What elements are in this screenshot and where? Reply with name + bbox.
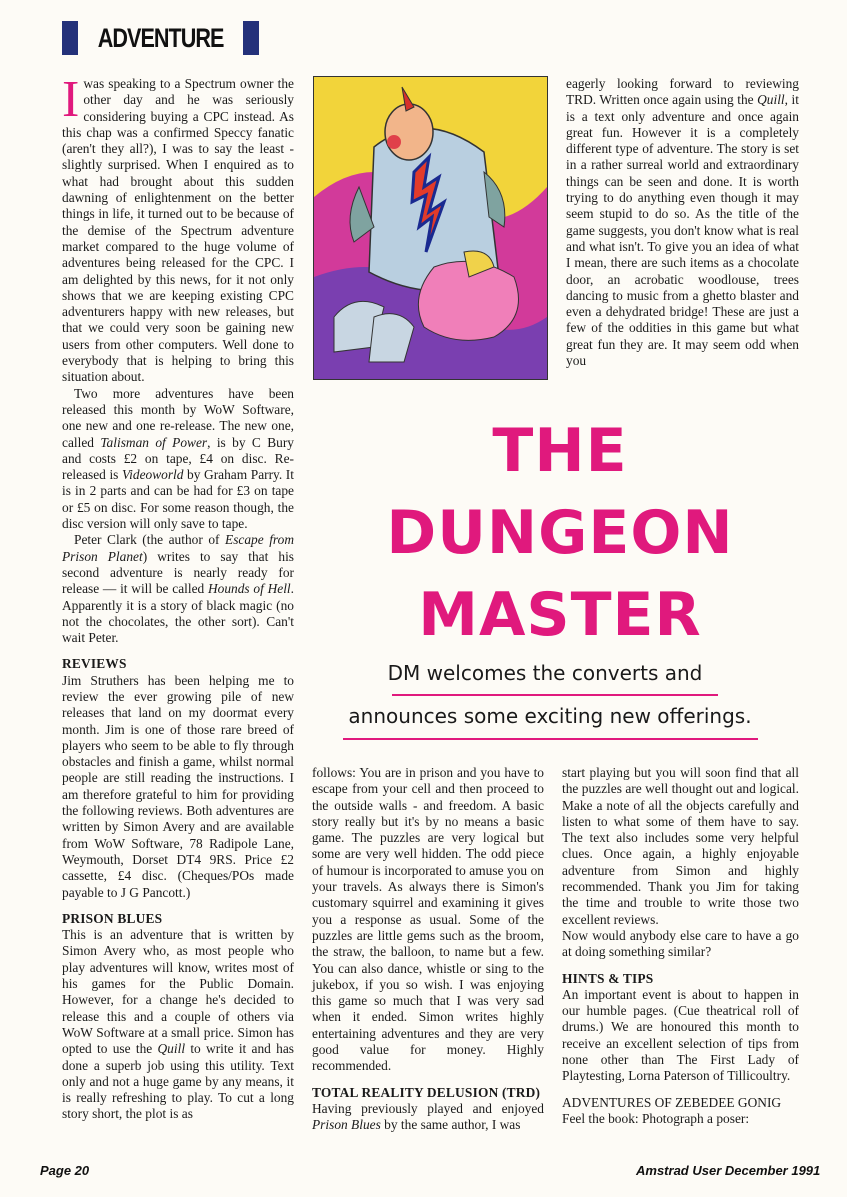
paragraph: Peter Clark (the author of Escape from Prison Planet) writes to say that his second adventure is nearly ready for release — it will be called Hounds of Hell. Apparently it is a story of black magic (no not the chocolates, the other sort). Can't wait Peter. (62, 532, 294, 646)
paragraph: Having previously played and enjoyed Prison Blues by the same author, I was (312, 1100, 544, 1133)
drop-cap: I (62, 71, 80, 128)
paragraph: An important event is about to happen in our humble pages. (Cue theatrical roll of drums.) We are honoured this month to receive an excellent selection of tips from none other than The First Lady of Playtesting, Lorna Paterson of Tillicoultry. (562, 986, 799, 1084)
paragraph: follows: You are in prison and you have to escape from your cell and then proceed to the outside walls - and freedom. A basic story really but it's by no means a basic game. The puzzles are very logical but some are very well hidden. The odd piece of humour is incorporated to amuse you on your travels. As always there is Simon's customary squirrel and examining it gives you a response as usual. Some of the puzzles are little gems such as the broom, the straw, the balloon, to name but a few. You can also dance, whistle or sing to the jukebox, if you so wish. I was enjoying this game so much that I was very sad when it ended. Simon writes highly entertaining adventures and they are very good value for money. Highly recommended. (312, 765, 544, 1074)
paragraph: Now would anybody else care to have a go at doing something similar? (562, 927, 799, 960)
paragraph: ADVENTURES OF ZEBEDEE GONIG (562, 1094, 782, 1110)
standfirst-rule (343, 738, 758, 740)
subheading-trd: TOTAL REALITY DELUSION (TRD) (312, 1084, 541, 1100)
paragraph: Jim Struthers has been helping me to review the ever growing pile of new releases that land on my doormat every month. Jim is one of those rare breed of players who seem to be able to fly through obstacles and finish a game, whilst normal people are still reading the instructions. I am therefore grateful to him for providing the following reviews. Both adventures are written by Simon Avery and are available from WoW Software, 78 Radipole Lane, Weymouth, Dorset DT4 9RS. Price £2 cassette, £4 disc. (Cheques/POs made payable to J G Pancott.) (62, 672, 294, 900)
article-column-4 (562, 765, 799, 1127)
standfirst-line-1: DM welcomes the converts and (387, 661, 703, 685)
paragraph: eagerly looking forward to reviewing TRD. Written once again using the Quill, it is a text only adventure and once again great fun. However it is a completely different type of adventure. The story is set in a rather surreal world and extraordinary things can be seen and done. It is worth trying to do anything even though it may seem stupid to do so. As the title of the game suggests, you don't know what is real and what isn't. To give you an idea of what I mean, there are such items as a chocolate door, an acrobatic woodlouse, trees dancing to music from a ghetto blaster and even a dehydrated bridge! These are just a few of the oddities in this game but what great fun they are. It may seem odd when you (566, 76, 799, 369)
paragraph: Two more adventures have been released this month by WoW Software, one new and one re-release. The new one, called Talisman of Power, is by C Bury and costs £2 on tape, £4 on disc. Re-released is Videoworld by Graham Parry. It is in 2 parts and can be had for £3 on tape or £5 on disc. For some reason though, the disc version will only save to tape. (62, 385, 294, 532)
section-tag (62, 18, 259, 58)
illustration-image (314, 77, 547, 379)
title-line: DUNGEON (386, 498, 734, 568)
paragraph: start playing but you will soon find that all the puzzles are well thought out and logical. Make a note of all the objects carefully and listen to what some of them have to say. The text also includes some very helpful clues. Once again, a highly enjoyable adventure from Simon and highly recommended. Thank you Jim for taking the time and trouble to write those two excellent reviews. (562, 765, 799, 927)
title-line: MASTER (418, 580, 702, 650)
article-column-2 (312, 765, 544, 1134)
title-line: THE (492, 416, 628, 486)
tag-block-right (243, 21, 259, 55)
article-column-3 (566, 76, 799, 369)
paragraph: Feel the book: Photograph a poser: (562, 1110, 750, 1126)
section-tag-text: ADVENTURE (97, 22, 224, 53)
subheading-prison-blues: PRISON BLUES (62, 910, 163, 926)
paragraph: This is an adventure that is written by Simon Avery who, as most people who play adventures will know, writes most of his games for the Public Domain. However, for a change he's decided to release this and a couple of others via WoW Software at a small price. Simon has opted to use the Quill to write it and has done a superb job using this utility. Text only and not a huge game by any means, it is really refreshing to play. To cut a long story short, the plot is as (62, 927, 295, 1122)
standfirst-rule (392, 694, 718, 696)
page-number: Page 20 (40, 1163, 90, 1178)
subheading-hints-tips: HINTS & TIPS (562, 970, 654, 986)
dungeon-master-illustration (313, 76, 548, 380)
subheading-reviews: REVIEWS (62, 656, 127, 672)
article-column-1 (62, 71, 295, 1123)
article-title (320, 410, 800, 656)
standfirst-line-2: announces some exciting new offerings. (348, 704, 752, 728)
intro-paragraph: Iwas speaking to a Spectrum owner the other day and he was seriously considering buying a CPC instead. As this chap was a confirmed Speccy fanatic (aren't they all?), I was to say the least - slightly surprised. When I enquired as to what had brought about this sudden dawning of enlightenment on the better things in life, it turned out to be because of the demise of the Spectrum adventure market compared to the huge volume of adventures being released for the CPC. I am delighted by this news, for it not only shows that we are keeping existing CPC adventurers happy with new releases, but that we could very soon be gaining new users from other computers. Well done to everybody that is helping to bring this situation about. (62, 71, 294, 385)
issue-info: Amstrad User December 1991 (636, 1163, 821, 1178)
tag-block-left (62, 21, 78, 55)
